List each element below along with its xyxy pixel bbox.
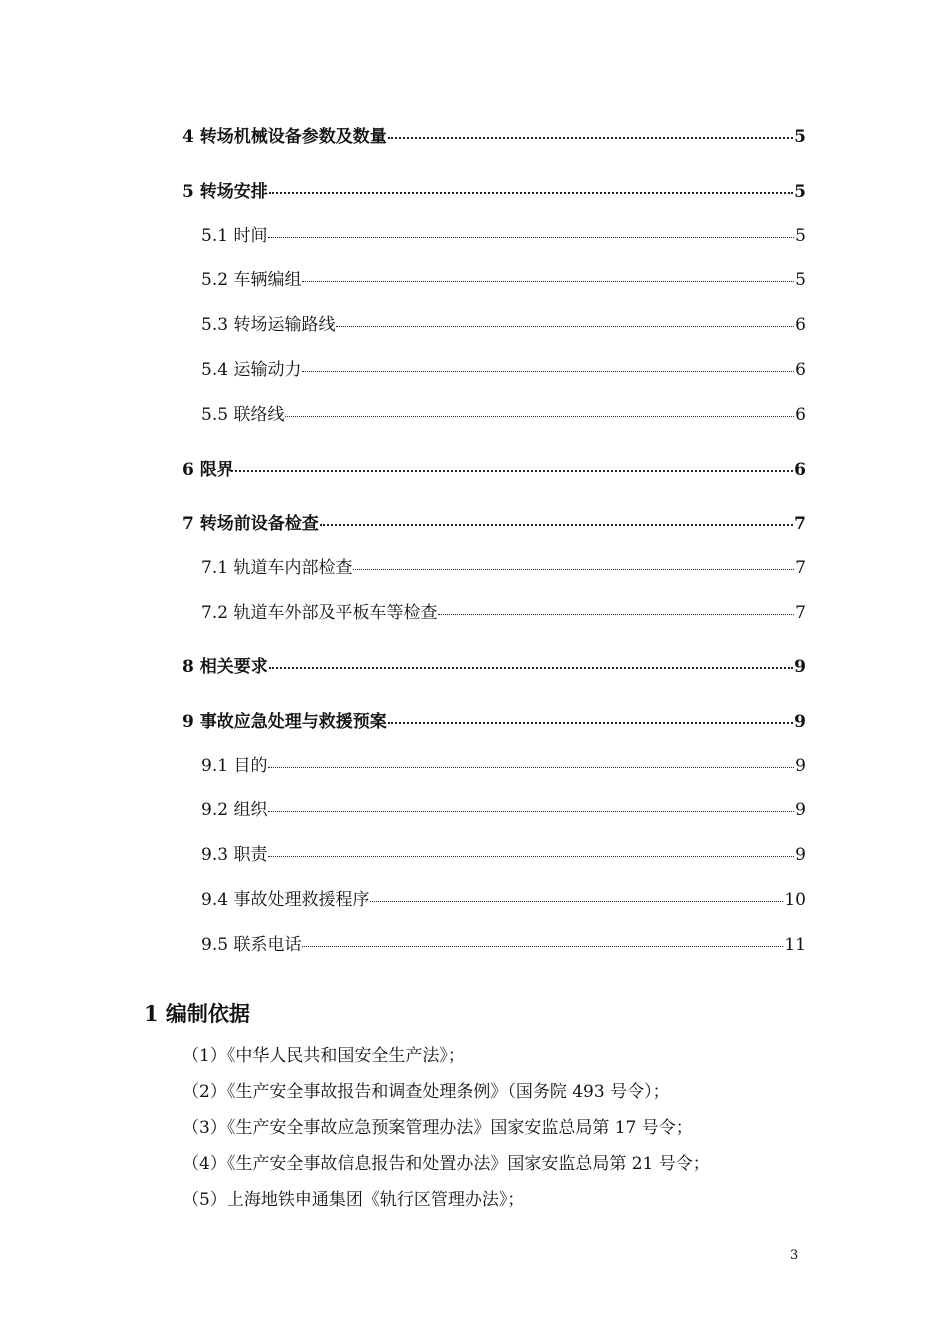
toc-entry-label: 9.2 组织 (201, 800, 268, 820)
toc-entry[interactable] (201, 269, 806, 291)
toc-entry[interactable] (201, 314, 806, 336)
toc-entry-page: 6 (795, 315, 806, 335)
toc-entry[interactable] (201, 934, 806, 956)
toc-entry-page: 7 (795, 558, 806, 578)
toc-entry[interactable] (182, 126, 806, 148)
toc-entry-label: 7.2 轨道车外部及平板车等检查 (201, 603, 438, 623)
toc-entry-page: 7 (795, 603, 806, 623)
toc-entry[interactable] (201, 225, 806, 247)
basis-item: （2）《生产安全事故报告和调查处理条例》（国务院 493 号令）； (182, 1082, 670, 1102)
basis-item: （5）上海地铁申通集团《轨行区管理办法》； (182, 1190, 525, 1210)
toc-entry-label: 7 转场前设备检查 (182, 514, 319, 534)
toc-dot-leader (353, 568, 794, 570)
toc-dot-leader (302, 280, 794, 282)
toc-dot-leader (268, 855, 794, 857)
toc-entry-label: 9.3 职责 (201, 845, 268, 865)
toc-entry[interactable] (201, 557, 806, 579)
toc-entry-page: 6 (795, 405, 806, 425)
toc-entry-page: 5 (795, 270, 806, 290)
toc-entry[interactable] (201, 799, 806, 821)
toc-entry-page: 9 (795, 800, 806, 820)
toc-entry-label: 9.4 事故处理救援程序 (201, 890, 370, 910)
toc-dot-leader (268, 766, 794, 768)
toc-entry-label: 5.3 转场运输路线 (201, 315, 336, 335)
toc-entry[interactable] (201, 602, 806, 624)
toc-entry[interactable] (201, 359, 806, 381)
toc-entry-page: 9 (795, 756, 806, 776)
page-number: 3 (790, 1248, 799, 1263)
basis-item: （3）《生产安全事故应急预案管理办法》国家安监总局第 17 号令； (182, 1118, 693, 1138)
section-heading: 1 编制依据 (144, 1001, 250, 1026)
toc-dot-leader (336, 325, 794, 327)
toc-entry-page: 9 (794, 712, 806, 732)
toc-entry-page: 10 (784, 890, 806, 910)
toc-dot-leader (285, 415, 794, 417)
toc-entry-label: 5 转场安排 (182, 182, 268, 202)
toc-entry-label: 9.5 联系电话 (201, 935, 302, 955)
toc-entry[interactable] (182, 656, 806, 678)
toc-dot-leader (302, 370, 794, 372)
toc-entry[interactable] (201, 889, 806, 911)
toc-dot-leader (302, 945, 783, 947)
toc-entry-label: 5.5 联络线 (201, 405, 285, 425)
toc-entry-label: 9 事故应急处理与救援预案 (182, 712, 387, 732)
toc-dot-leader (388, 721, 793, 724)
toc-entry[interactable] (201, 844, 806, 866)
toc-entry-label: 6 限界 (182, 460, 234, 480)
toc-entry-page: 5 (794, 182, 806, 202)
toc-entry-page: 9 (795, 845, 806, 865)
toc-entry[interactable] (201, 404, 806, 426)
toc-entry[interactable] (182, 181, 806, 203)
toc-entry-page: 5 (795, 226, 806, 246)
toc-entry[interactable] (182, 459, 806, 481)
toc-dot-leader (268, 810, 794, 812)
toc-entry-page: 6 (795, 360, 806, 380)
toc-entry-label: 9.1 目的 (201, 756, 268, 776)
toc-entry-label: 8 相关要求 (182, 657, 268, 677)
toc-dot-leader (438, 613, 794, 615)
toc-entry[interactable] (182, 513, 806, 535)
toc-entry-page: 5 (794, 127, 806, 147)
toc-entry-page: 6 (794, 460, 806, 480)
toc-entry-label: 4 转场机械设备参数及数量 (182, 127, 387, 147)
toc-entry-label: 5.1 时间 (201, 226, 268, 246)
basis-item: （1）《中华人民共和国安全生产法》； (182, 1046, 465, 1066)
toc-dot-leader (320, 523, 793, 526)
toc-entry-page: 7 (794, 514, 806, 534)
toc-dot-leader (268, 236, 794, 238)
toc-entry-label: 5.4 运输动力 (201, 360, 302, 380)
toc-entry-page: 9 (794, 657, 806, 677)
toc-dot-leader (370, 900, 783, 902)
toc-dot-leader (388, 136, 793, 139)
toc-dot-leader (269, 191, 793, 194)
toc-dot-leader (235, 469, 793, 472)
toc-entry[interactable] (201, 755, 806, 777)
basis-list (182, 1038, 822, 1218)
toc-entry-label: 5.2 车辆编组 (201, 270, 302, 290)
toc-entry-label: 7.1 轨道车内部检查 (201, 558, 353, 578)
toc-entry-page: 11 (784, 935, 806, 955)
toc-dot-leader (269, 666, 793, 669)
basis-item: （4）《生产安全事故信息报告和处置办法》国家安监总局第 21 号令； (182, 1154, 710, 1174)
toc-entry[interactable] (182, 711, 806, 733)
